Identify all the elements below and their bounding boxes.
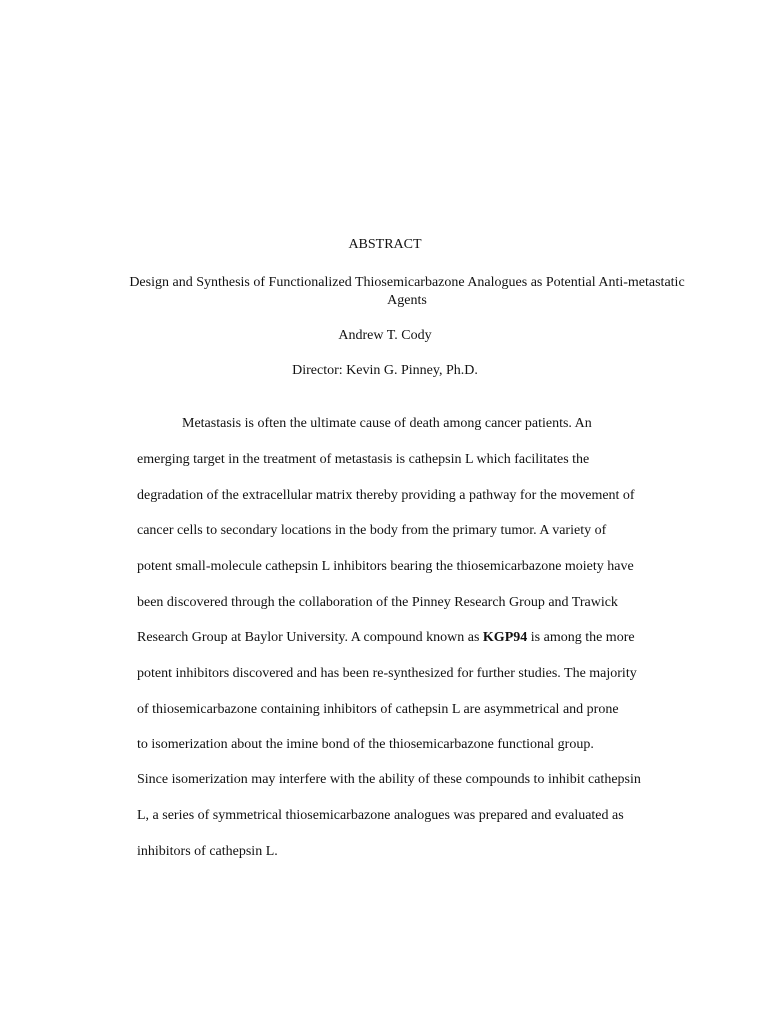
abstract-line: potent inhibitors discovered and has been re-synthesized for further studies. The majority [137, 666, 637, 681]
abstract-line-text: Research Group at Baylor University. A compound known as [137, 630, 483, 645]
abstract-line: to isomerization about the imine bond of the thiosemicarbazone functional group. [137, 737, 594, 752]
director-line: Director: Kevin G. Pinney, Ph.D. [292, 363, 478, 378]
abstract-line: inhibitors of cathepsin L. [137, 844, 278, 859]
abstract-line: Metastasis is often the ultimate cause of death among cancer patients. An [182, 416, 592, 431]
abstract-line: L, a series of symmetrical thiosemicarbazone analogues was prepared and evaluated as [137, 808, 624, 823]
abstract-line: degradation of the extracellular matrix thereby providing a pathway for the movement of [137, 488, 635, 503]
abstract-line: been discovered through the collaboration of the Pinney Research Group and Trawick [137, 595, 618, 610]
compound-name: KGP94 [482, 630, 528, 645]
abstract-line: Since isomerization may interfere with the ability of these compounds to inhibit cathepsin [137, 772, 641, 787]
abstract-line: of thiosemicarbazone containing inhibitors of cathepsin L are asymmetrical and prone [137, 702, 619, 717]
abstract-line: potent small-molecule cathepsin L inhibitors bearing the thiosemicarbazone moiety have [137, 559, 634, 574]
abstract-line: emerging target in the treatment of metastasis is cathepsin L which facilitates the [137, 452, 590, 467]
abstract-line-text: is among the more [527, 630, 635, 645]
abstract-heading: ABSTRACT [348, 237, 422, 252]
author-name: Andrew T. Cody [338, 328, 432, 343]
document-title: Design and Synthesis of Functionalized Thiosemicarbazone Analogues as Potential Anti-metastatic Agents [129, 275, 685, 308]
abstract-line: cancer cells to secondary locations in the body from the primary tumor. A variety of [137, 523, 607, 538]
abstract-line [137, 629, 635, 647]
